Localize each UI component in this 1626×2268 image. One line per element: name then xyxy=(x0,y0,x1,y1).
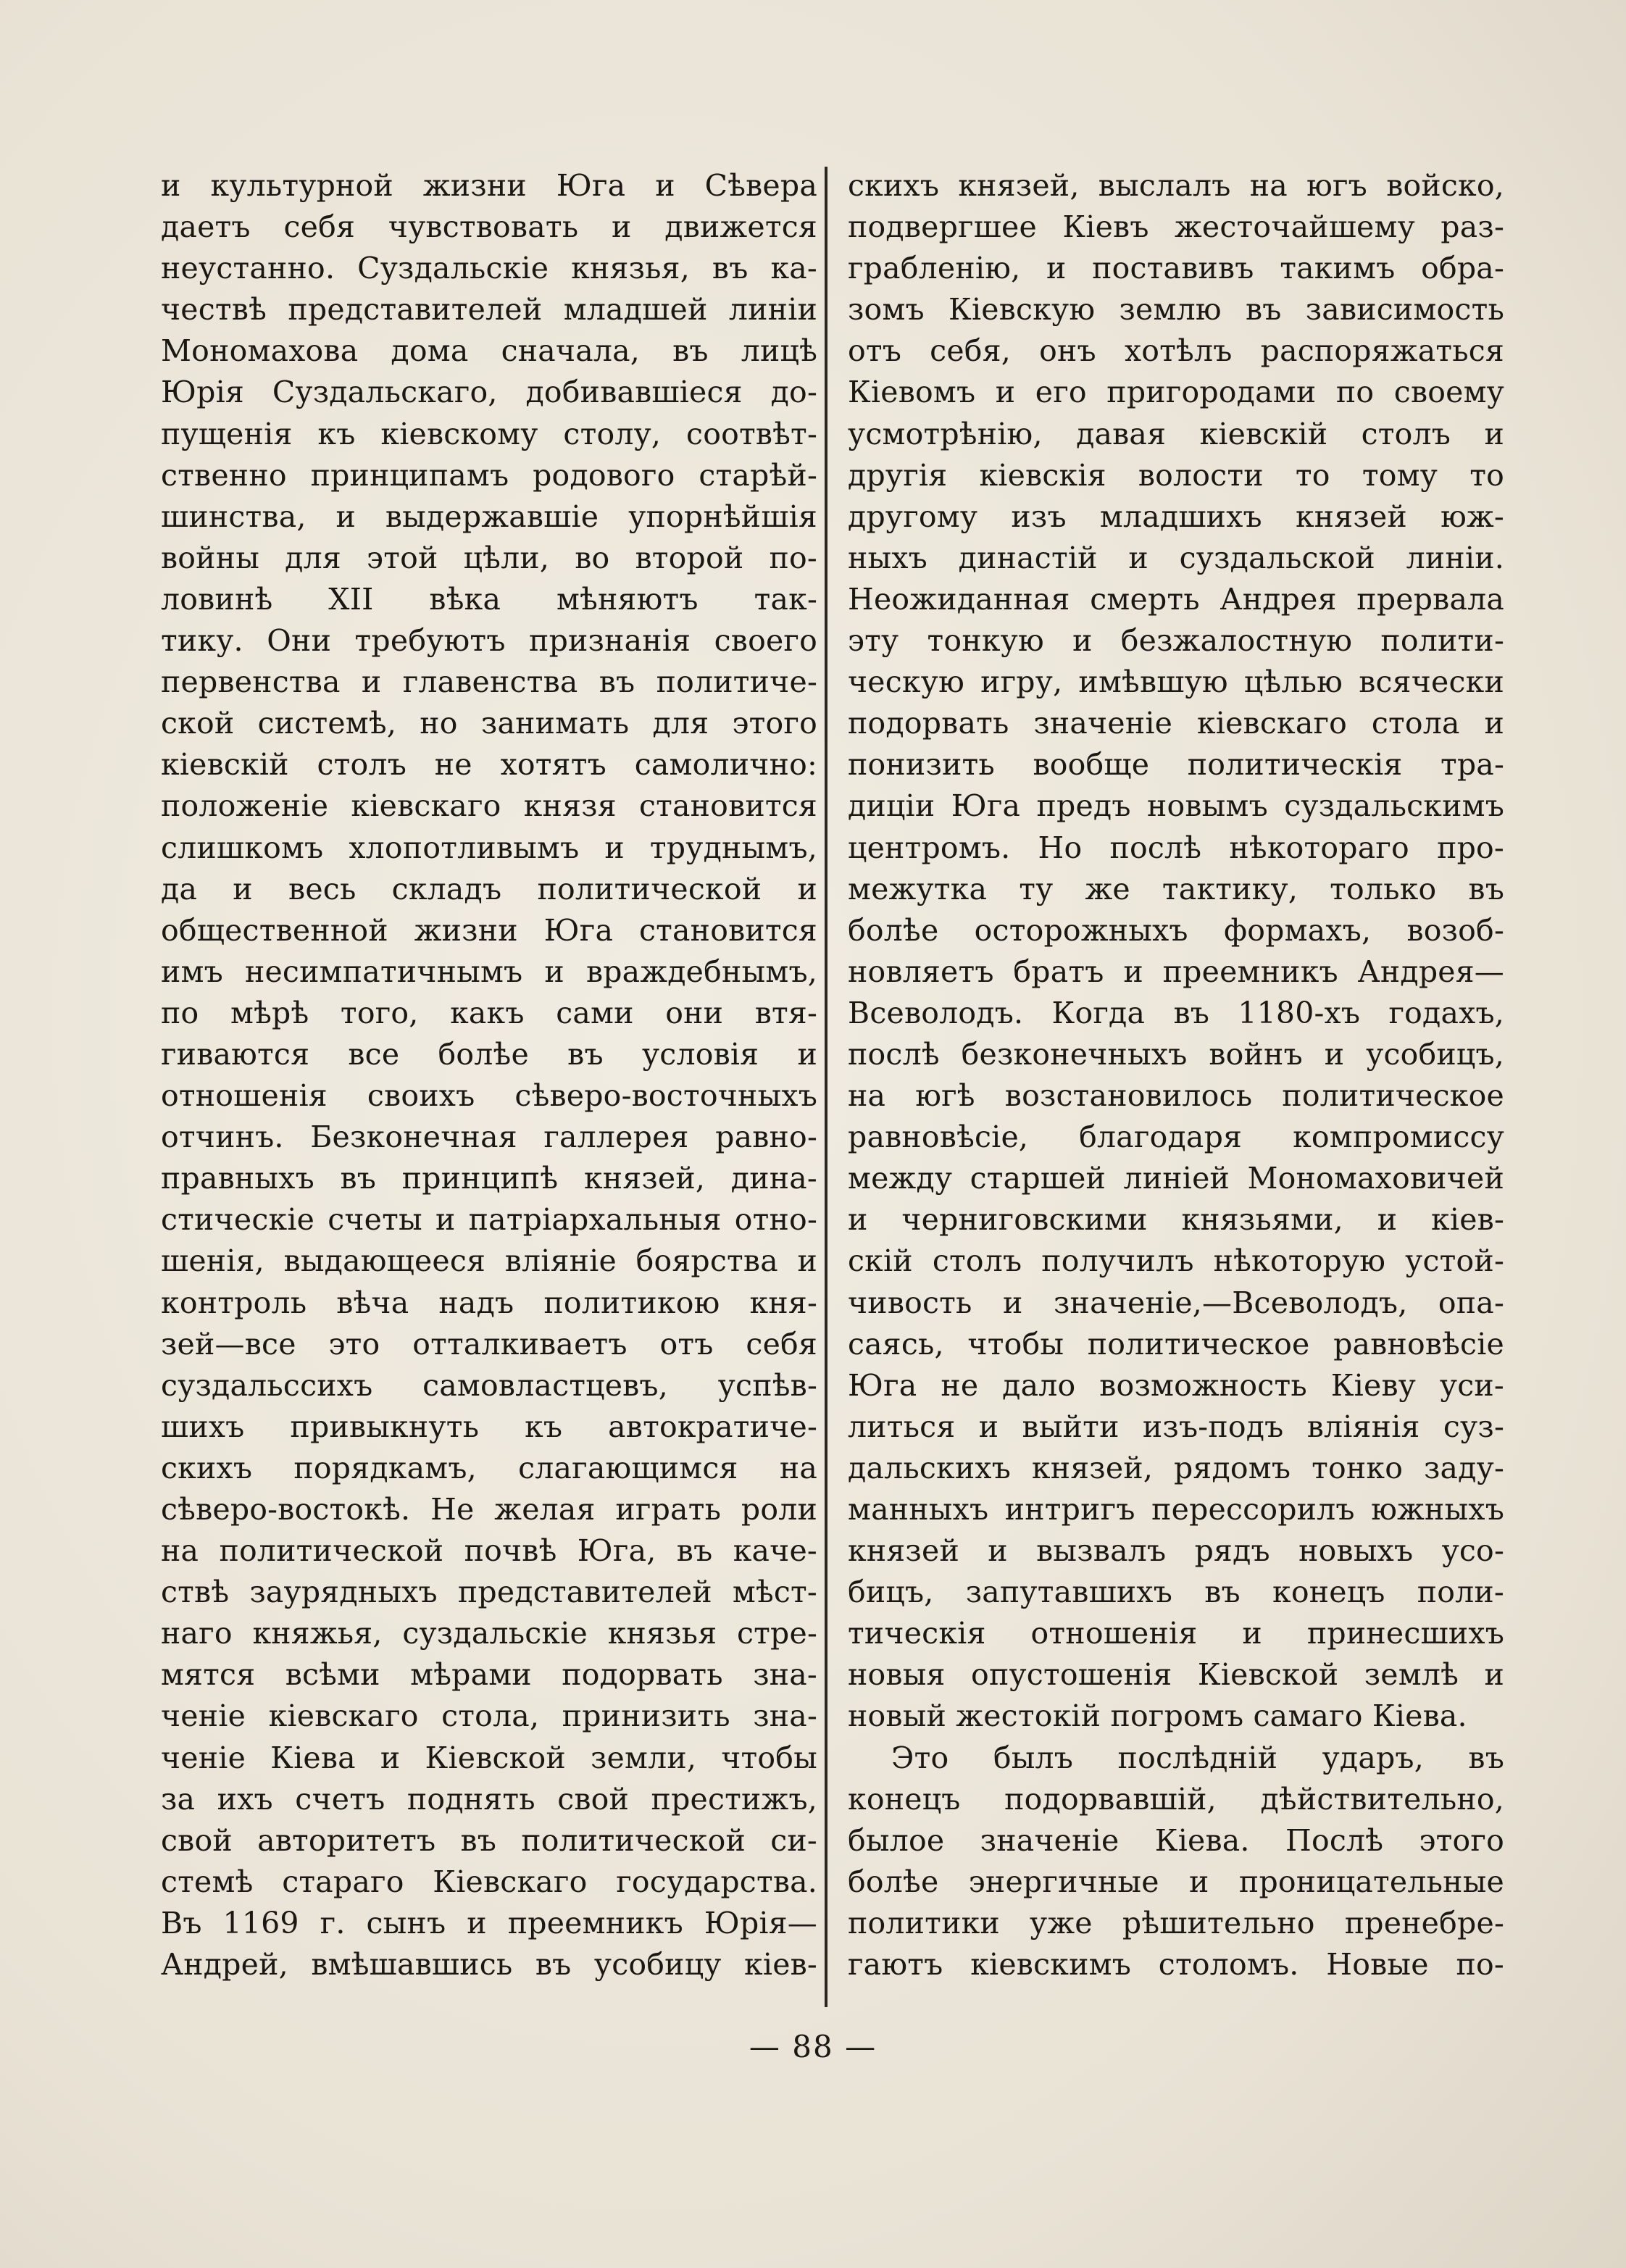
text-line: да и весь складъ политической и xyxy=(161,871,817,906)
text-line: диціи Юга предъ новымъ суздальскимъ xyxy=(848,788,1504,824)
text-line: бицъ, запутавшихъ въ конецъ поли- xyxy=(848,1575,1504,1610)
text-line: князей и вызвалъ рядъ новыхъ усо- xyxy=(848,1533,1504,1569)
text-line: скій столъ получилъ нѣкоторую устой- xyxy=(848,1243,1504,1279)
text-line: шинства, и выдержавшіе упорнѣйшія xyxy=(161,499,817,534)
text-line: саясь, чтобы политическое равновѣсіе xyxy=(848,1326,1504,1362)
column-divider xyxy=(825,167,827,2007)
text-line: ченіе Кіева и Кіевской земли, чтобы xyxy=(161,1740,817,1775)
text-line: ствѣ заурядныхъ представителей мѣст- xyxy=(161,1575,817,1610)
text-line: ныхъ династій и суздальской линіи. xyxy=(848,540,1504,575)
text-line: стическіе счеты и патріархальныя отно- xyxy=(161,1202,817,1238)
text-line: отчинъ. Безконечная галлерея равно- xyxy=(161,1120,817,1155)
text-line: эту тонкую и безжалостную полити- xyxy=(848,623,1504,659)
text-line: гаютъ кіевскимъ столомъ. Новые по- xyxy=(848,1947,1504,1983)
text-line: новый жестокій погромъ самаго Кіева. xyxy=(848,1698,1467,1734)
text-line: другія кіевскія волости то тому то xyxy=(848,457,1504,493)
text-line: свой авторитетъ въ политической си- xyxy=(161,1822,817,1858)
text-line: новляетъ братъ и преемникъ Андрея— xyxy=(848,954,1504,989)
text-line: ловинѣ XII вѣка мѣняютъ так- xyxy=(161,581,817,617)
text-line: на югѣ возстановилось политическое xyxy=(848,1078,1504,1114)
text-line: первенства и главенства въ политиче- xyxy=(161,664,817,700)
text-line: манныхъ интригъ перессорилъ южныхъ xyxy=(848,1492,1504,1527)
text-line: скихъ князей, выслалъ на югъ войско, xyxy=(848,168,1504,203)
left-text-column xyxy=(161,165,817,1985)
text-line: по мѣрѣ того, какъ сами они втя- xyxy=(161,995,817,1030)
text-line: мятся всѣми мѣрами подорвать зна- xyxy=(161,1657,817,1693)
text-line: зей—все это отталкиваетъ отъ себя xyxy=(161,1326,817,1362)
text-line: дальскихъ князей, рядомъ тонко заду- xyxy=(848,1450,1504,1485)
text-line: Это былъ послѣдній ударъ, въ xyxy=(891,1740,1504,1775)
text-line: имъ несимпатичнымъ и враждебнымъ, xyxy=(161,954,817,989)
text-line: другому изъ младшихъ князей юж- xyxy=(848,499,1504,534)
text-line: Всеволодъ. Когда въ 1180-хъ годахъ, xyxy=(848,995,1504,1030)
text-line: Андрей, вмѣшавшись въ усобицу кіев- xyxy=(161,1947,817,1983)
text-line: и культурной жизни Юга и Сѣвера xyxy=(161,168,817,203)
text-line: Кіевомъ и его пригородами по своему xyxy=(848,375,1504,410)
text-line: центромъ. Но послѣ нѣкотораго про- xyxy=(848,830,1504,865)
text-line: между старшей линіей Мономаховичей xyxy=(848,1161,1504,1196)
text-line: кіевскій столъ не хотятъ самолично: xyxy=(161,747,817,783)
text-line: положеніе кіевскаго князя становится xyxy=(161,788,817,824)
text-line: межутка ту же тактику, только въ xyxy=(848,871,1504,906)
text-line: шенія, выдающееся вліяніе боярства и xyxy=(161,1243,817,1279)
text-line: грабленію, и поставивъ такимъ обра- xyxy=(848,251,1504,286)
text-line: наго княжья, суздальскіе князья стре- xyxy=(161,1616,817,1651)
text-line: правныхъ въ принципѣ князей, дина- xyxy=(161,1161,817,1196)
text-line: былое значеніе Кіева. Послѣ этого xyxy=(848,1822,1504,1858)
text-line: общественной жизни Юга становится xyxy=(161,912,817,948)
text-line: послѣ безконечныхъ войнъ и усобицъ, xyxy=(848,1036,1504,1072)
text-line: болѣе энергичные и проницательные xyxy=(848,1864,1504,1899)
text-line: равновѣсіе, благодаря компромиссу xyxy=(848,1120,1504,1155)
text-line: отношенія своихъ сѣверо-восточныхъ xyxy=(161,1078,817,1114)
text-line: конецъ подорвавшій, дѣйствительно, xyxy=(848,1781,1504,1817)
text-line: даетъ себя чувствовать и движется xyxy=(161,209,817,245)
text-line: ственно принципамъ родового старѣй- xyxy=(161,457,817,493)
text-line: пущенія къ кіевскому столу, соотвѣт- xyxy=(161,416,817,451)
text-line: Юрія Суздальскаго, добивавшіеся до- xyxy=(161,375,817,410)
text-line: подорвать значеніе кіевскаго стола и xyxy=(848,706,1504,741)
text-line: зомъ Кіевскую землю въ зависимость xyxy=(848,292,1504,328)
text-line: и черниговскими князьями, и кіев- xyxy=(848,1202,1504,1238)
text-line: контроль вѣча надъ политикою кня- xyxy=(161,1285,817,1320)
text-line: чивость и значеніе,—Всеволодъ, опа- xyxy=(848,1285,1504,1320)
text-line: сѣверо-востокѣ. Не желая играть роли xyxy=(161,1492,817,1527)
text-line: новыя опустошенія Кіевской землѣ и xyxy=(848,1657,1504,1693)
text-line: чествѣ представителей младшей линіи xyxy=(161,292,817,328)
text-line: болѣе осторожныхъ формахъ, возоб- xyxy=(848,912,1504,948)
text-line: ской системѣ, но занимать для этого xyxy=(161,706,817,741)
text-line: тику. Они требуютъ признанія своего xyxy=(161,623,817,659)
text-line: литься и выйти изъ-подъ вліянія суз- xyxy=(848,1409,1504,1444)
text-line: усмотрѣнію, давая кіевскій столъ и xyxy=(848,416,1504,451)
text-line: за ихъ счетъ поднять свой престижъ, xyxy=(161,1781,817,1817)
text-line: Неожиданная смерть Андрея прервала xyxy=(848,581,1504,617)
text-line: слишкомъ хлопотливымъ и труднымъ, xyxy=(161,830,817,865)
text-line: политики уже рѣшительно пренебре- xyxy=(848,1905,1504,1940)
text-line: шихъ привыкнуть къ автократиче- xyxy=(161,1409,817,1444)
text-line: тическія отношенія и принесшихъ xyxy=(848,1616,1504,1651)
text-line: стемѣ стараго Кіевскаго государства. xyxy=(161,1864,817,1899)
text-line: Юга не дало возможность Кіеву уси- xyxy=(848,1367,1504,1403)
page-number: — 88 — xyxy=(749,2029,877,2064)
text-line: отъ себя, онъ хотѣлъ распоряжаться xyxy=(848,333,1504,369)
text-line: подвергшее Кіевъ жесточайшему раз- xyxy=(848,209,1504,245)
text-line: суздальссихъ самовластцевъ, успѣв- xyxy=(161,1367,817,1403)
text-line: понизить вообще политическія тра- xyxy=(848,747,1504,783)
text-line: войны для этой цѣли, во второй по- xyxy=(161,540,817,575)
text-line: Мономахова дома сначала, въ лицѣ xyxy=(161,333,817,369)
right-text-column xyxy=(848,165,1504,1985)
text-line: гиваются все болѣе въ условія и xyxy=(161,1036,817,1072)
text-line: ческую игру, имѣвшую цѣлью всячески xyxy=(848,664,1504,700)
text-line: скихъ порядкамъ, слагающимся на xyxy=(161,1450,817,1485)
text-line: ченіе кіевскаго стола, принизить зна- xyxy=(161,1698,817,1734)
text-line: Въ 1169 г. сынъ и преемникъ Юрія— xyxy=(161,1905,817,1940)
text-line: на политической почвѣ Юга, въ каче- xyxy=(161,1533,817,1569)
text-line: неустанно. Суздальскіе князья, въ ка- xyxy=(161,251,817,286)
